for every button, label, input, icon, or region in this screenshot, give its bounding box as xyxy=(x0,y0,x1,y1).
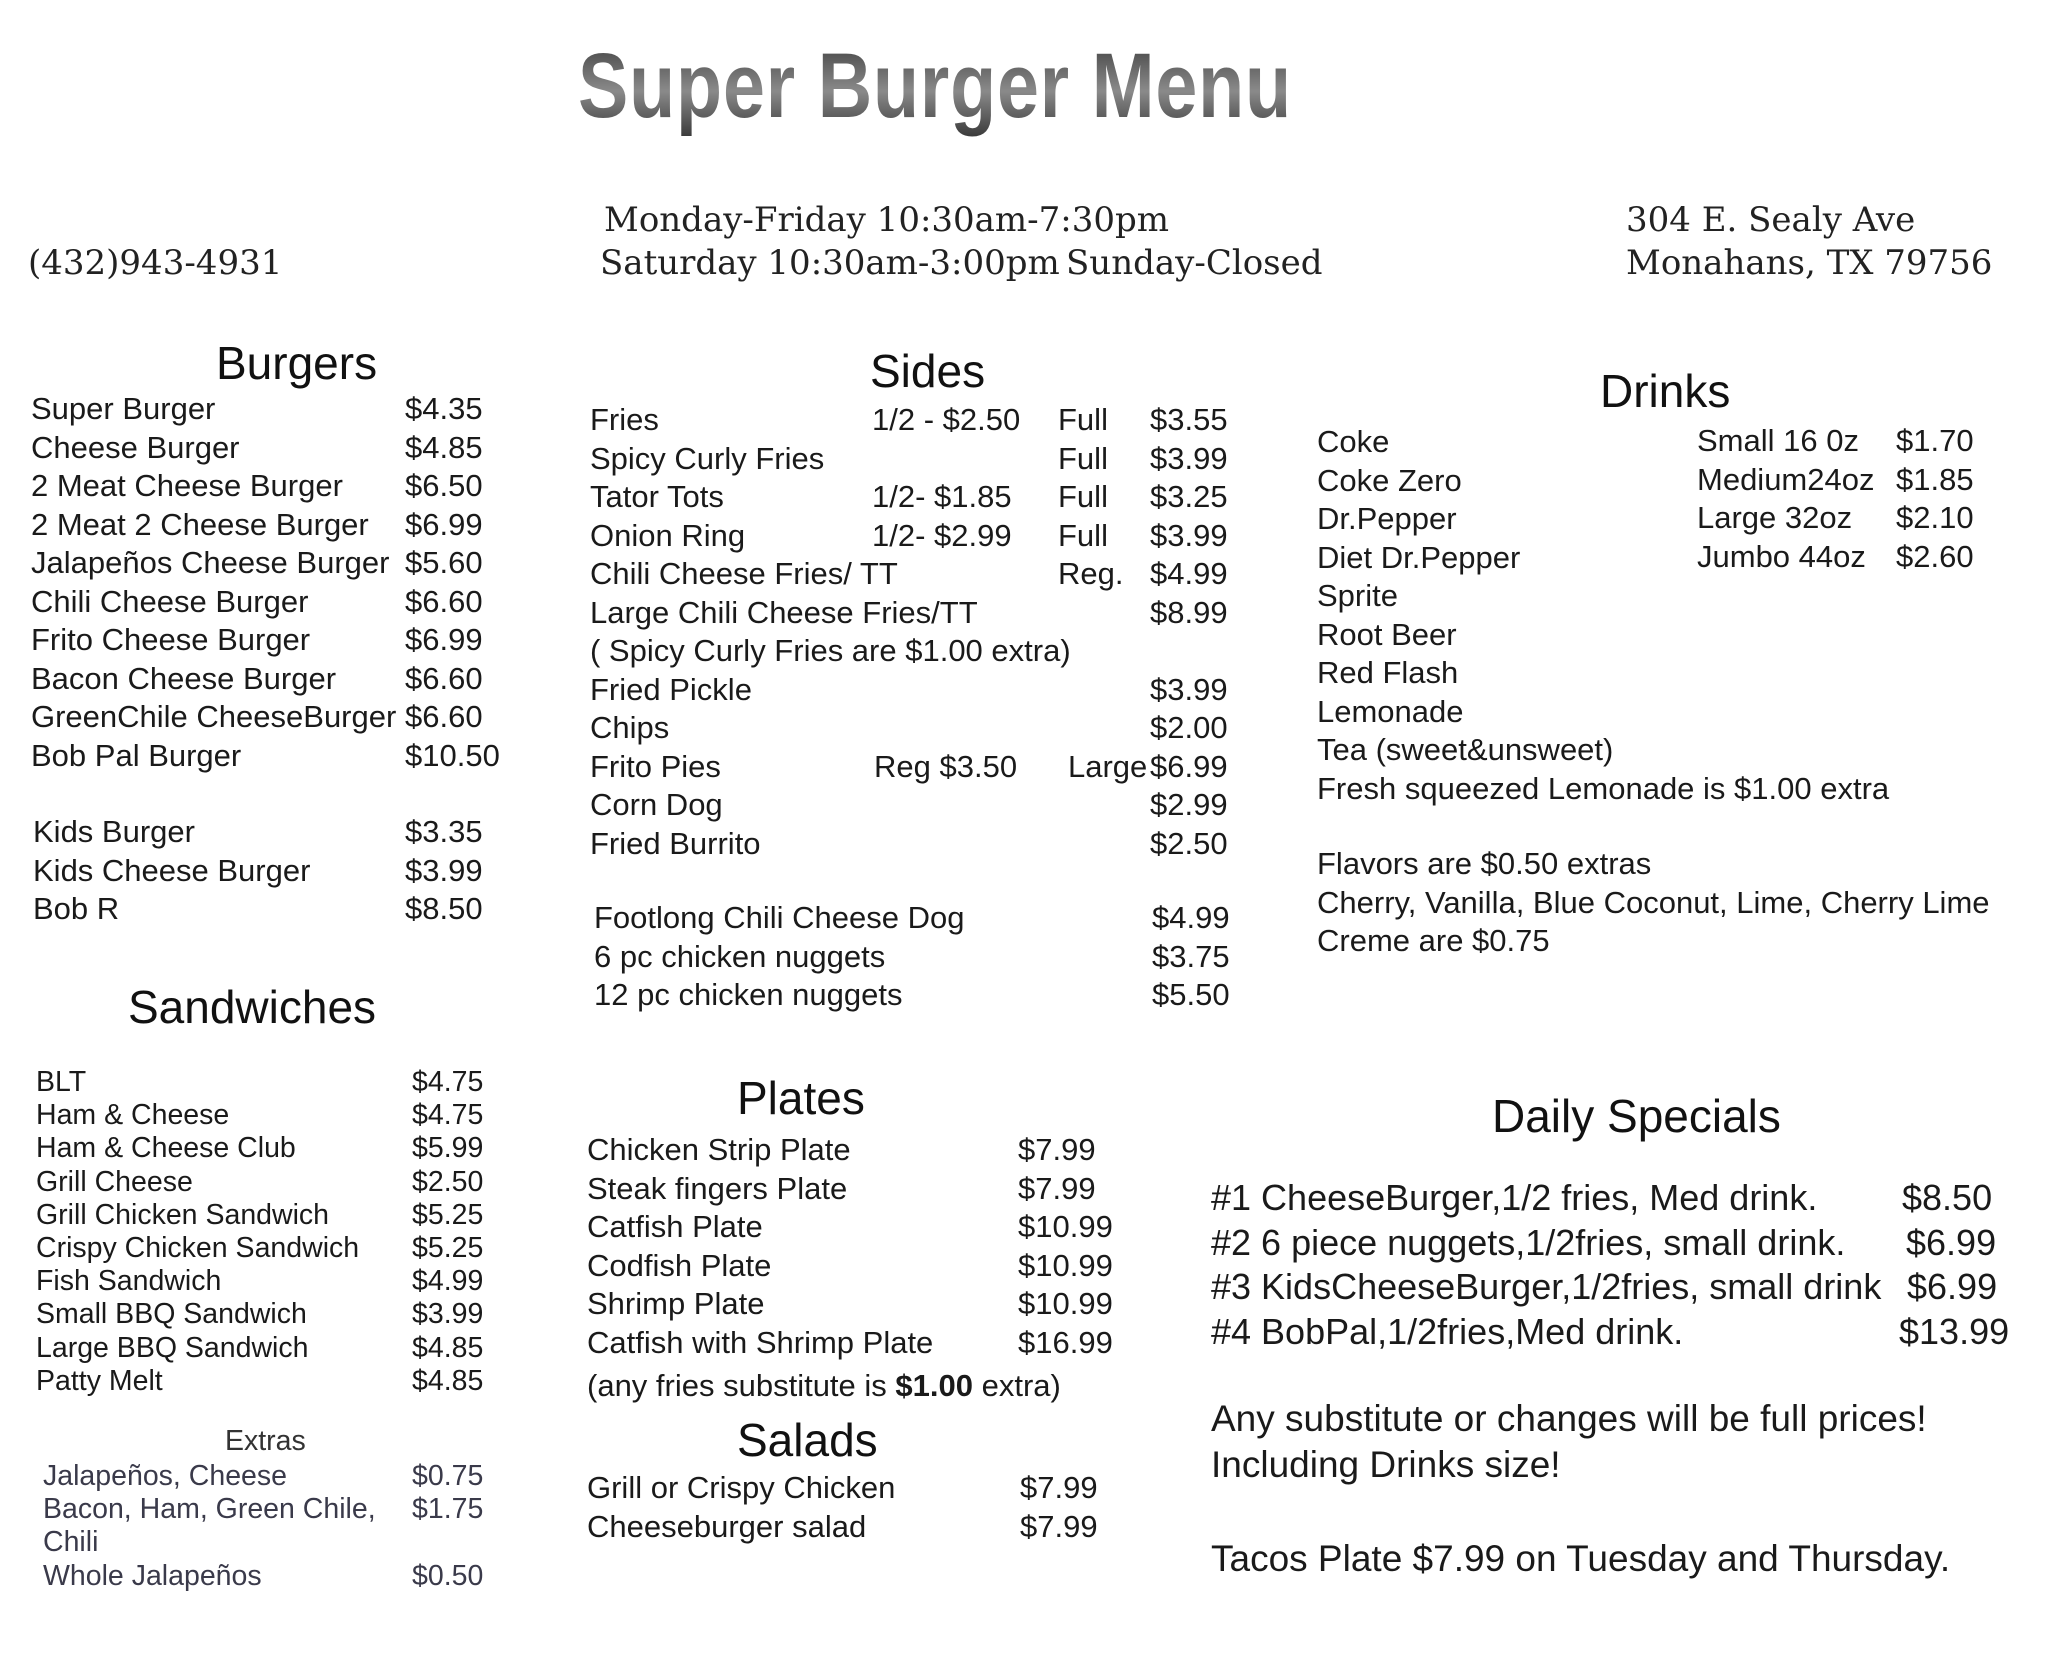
menu-item: Fries 1/2 - $2.50 Full $3.55 xyxy=(590,402,1228,437)
phone-number: (432)943-4931 xyxy=(28,243,283,283)
menu-item: Coke Zero xyxy=(1317,462,1462,498)
menu-item: Grill or Crispy Chicken $7.99 xyxy=(587,1470,1098,1505)
menu-item: Large 32oz $2.10 xyxy=(1697,500,1974,535)
flavors-price: Flavors are $0.50 extras xyxy=(1317,846,1652,881)
menu-item: Medium24oz $1.85 xyxy=(1697,461,1974,497)
menu-item: Root Beer xyxy=(1317,616,1457,652)
hours-sunday: Sunday-Closed xyxy=(1066,243,1323,283)
menu-item: Crispy Chicken Sandwich $5.25 xyxy=(36,1231,484,1264)
menu-item: Jalapeños, Cheese $0.75 xyxy=(43,1460,484,1492)
menu-item: Onion Ring 1/2- $2.99 Full $3.99 xyxy=(590,517,1228,553)
menu-note: Fresh squeezed Lemonade is $1.00 extra xyxy=(1317,770,1890,806)
menu-item: Chicken Strip Plate $7.99 xyxy=(587,1132,1096,1167)
menu-item: BLT $4.75 xyxy=(36,1066,484,1098)
plates-heading: Plates xyxy=(737,1072,865,1124)
sides-list xyxy=(590,401,1250,863)
menu-item: 6 pc chicken nuggets $3.75 xyxy=(594,938,1230,974)
menu-item: Red Flash xyxy=(1317,655,1459,690)
specials-list xyxy=(1211,1176,2031,1354)
menu-item: 2 Meat Cheese Burger $6.50 xyxy=(31,468,483,503)
menu-item: 2 Meat 2 Cheese Burger $6.99 xyxy=(31,506,483,542)
special-item: #3 KidsCheeseBurger,1/2fries, small drink $6.99 xyxy=(1211,1266,1998,1307)
menu-item: Chips $2.00 xyxy=(590,710,1228,745)
hours-saturday: Saturday 10:30am-3:00pm xyxy=(600,243,1060,283)
menu-item: Lemonade xyxy=(1317,693,1464,729)
menu-item: Chili xyxy=(43,1526,99,1559)
menu-item: Tator Tots 1/2- $1.85 Full $3.25 xyxy=(590,479,1228,514)
menu-item: Whole Jalapeños $0.50 xyxy=(43,1559,484,1592)
menu-item: Jumbo 44oz $2.60 xyxy=(1697,538,1974,574)
menu-item: Codfish Plate $10.99 xyxy=(587,1247,1113,1283)
special-item: #2 6 piece nuggets,1/2fries, small drink. $6.99 xyxy=(1211,1221,1997,1263)
menu-item: Grill Cheese $2.50 xyxy=(36,1165,484,1198)
menu-item: Frito Pies Reg $3.50 Large $6.99 xyxy=(590,748,1228,784)
title-word: Menu xyxy=(1091,35,1292,137)
menu-item: Grill Chicken Sandwich $5.25 xyxy=(36,1198,484,1231)
title-word: Super xyxy=(578,35,796,137)
sides-more-list xyxy=(594,899,1254,1015)
menu-item: Fried Pickle $3.99 xyxy=(590,671,1228,707)
burgers-list xyxy=(31,390,521,775)
menu-item: Fried Burrito $2.50 xyxy=(590,825,1228,861)
tacos-note: Tacos Plate $7.99 on Tuesday and Thursday. xyxy=(1211,1538,1951,1579)
drinks-size-note: Including Drinks size! xyxy=(1211,1444,1561,1485)
special-item: #1 CheeseBurger,1/2 fries, Med drink. $8.50 xyxy=(1211,1177,1993,1218)
address-city: Monahans, TX 79756 xyxy=(1626,243,1993,283)
address-street: 304 E. Sealy Ave xyxy=(1626,200,1916,240)
menu-item: Spicy Curly Fries Full $3.99 xyxy=(590,440,1228,476)
creme-price: Creme are $0.75 xyxy=(1317,923,1550,958)
menu-item: Catfish Plate $10.99 xyxy=(587,1209,1113,1244)
plates-list xyxy=(587,1131,1113,1362)
extras-heading: Extras xyxy=(225,1425,306,1457)
menu-item: Bacon, Ham, Green Chile, $1.75 xyxy=(43,1493,484,1526)
hours-weekday: Monday-Friday 10:30am-7:30pm xyxy=(604,200,1170,240)
menu-item: Ham & Cheese $4.75 xyxy=(36,1099,484,1132)
menu-item: Large BBQ Sandwich $4.85 xyxy=(36,1331,484,1364)
menu-item: Coke xyxy=(1317,424,1390,459)
menu-item: Patty Melt $4.85 xyxy=(36,1364,484,1397)
sides-heading: Sides xyxy=(870,345,986,397)
special-item: #4 BobPal,1/2fries,Med drink. $13.99 xyxy=(1211,1310,2010,1352)
menu-item: Cheeseburger salad $7.99 xyxy=(587,1508,1098,1544)
menu-item: Steak fingers Plate $7.99 xyxy=(587,1170,1096,1206)
menu-item: Chili Cheese Burger $6.60 xyxy=(31,583,483,619)
menu-item: Corn Dog $2.99 xyxy=(590,787,1228,822)
plates-note: (any fries substitute is $1.00 extra) xyxy=(587,1368,1061,1403)
menu-item: 12 pc chicken nuggets $5.50 xyxy=(594,977,1230,1012)
menu-item: Cheese Burger $4.85 xyxy=(31,429,483,465)
menu-note: ( Spicy Curly Fries are $1.00 extra) xyxy=(590,633,1071,668)
menu-item: Kids Burger $3.35 xyxy=(33,814,483,849)
menu-item: Jalapeños Cheese Burger $5.60 xyxy=(31,545,483,580)
flavors-list: Cherry, Vanilla, Blue Coconut, Lime, Cherry Lime xyxy=(1317,884,1990,920)
menu-item: Small BBQ Sandwich $3.99 xyxy=(36,1298,484,1331)
menu-item: Fish Sandwich $4.99 xyxy=(36,1265,484,1298)
menu-item: Bacon Cheese Burger $6.60 xyxy=(31,660,483,696)
menu-item: Dr.Pepper xyxy=(1317,501,1457,536)
flavors-block xyxy=(1317,845,1990,961)
menu-item: Large Chili Cheese Fries/TT $8.99 xyxy=(590,594,1228,630)
sandwiches-heading: Sandwiches xyxy=(128,981,377,1033)
menu-item: Kids Cheese Burger $3.99 xyxy=(33,852,483,888)
menu-item: Ham & Cheese Club $5.99 xyxy=(36,1132,484,1165)
menu-item: Bob Pal Burger $10.50 xyxy=(31,737,500,773)
menu-item: Chili Cheese Fries/ TT Reg. $4.99 xyxy=(590,556,1228,591)
menu-item: Shrimp Plate $10.99 xyxy=(587,1286,1113,1321)
menu-item: Diet Dr.Pepper xyxy=(1317,539,1521,575)
menu-title xyxy=(168,34,1701,139)
salads-heading: Salads xyxy=(737,1414,878,1466)
salads-list xyxy=(587,1469,1107,1546)
menu-item: Sprite xyxy=(1317,578,1398,613)
menu-item: Small 16 0z $1.70 xyxy=(1697,423,1974,458)
drinks-heading: Drinks xyxy=(1600,365,1731,417)
kids-list xyxy=(33,813,523,929)
extras-list xyxy=(43,1460,513,1593)
menu-item: Bob R $8.50 xyxy=(33,891,483,926)
menu-item: GreenChile CheeseBurger $6.60 xyxy=(31,699,483,734)
menu-item: Tea (sweet&unsweet) xyxy=(1317,732,1614,767)
sandwiches-list xyxy=(36,1066,516,1398)
drink-sizes-list xyxy=(1697,422,1997,576)
menu-item: Frito Cheese Burger $6.99 xyxy=(31,622,483,657)
menu-item: Catfish with Shrimp Plate $16.99 xyxy=(587,1324,1113,1360)
title-word: Burger xyxy=(817,35,1070,137)
burgers-heading: Burgers xyxy=(216,337,378,389)
substitute-note: Any substitute or changes will be full prices! xyxy=(1211,1398,1927,1439)
menu-item: Super Burger $4.35 xyxy=(31,391,483,426)
specials-heading: Daily Specials xyxy=(1492,1090,1781,1142)
menu-item: Footlong Chili Cheese Dog $4.99 xyxy=(594,900,1230,935)
